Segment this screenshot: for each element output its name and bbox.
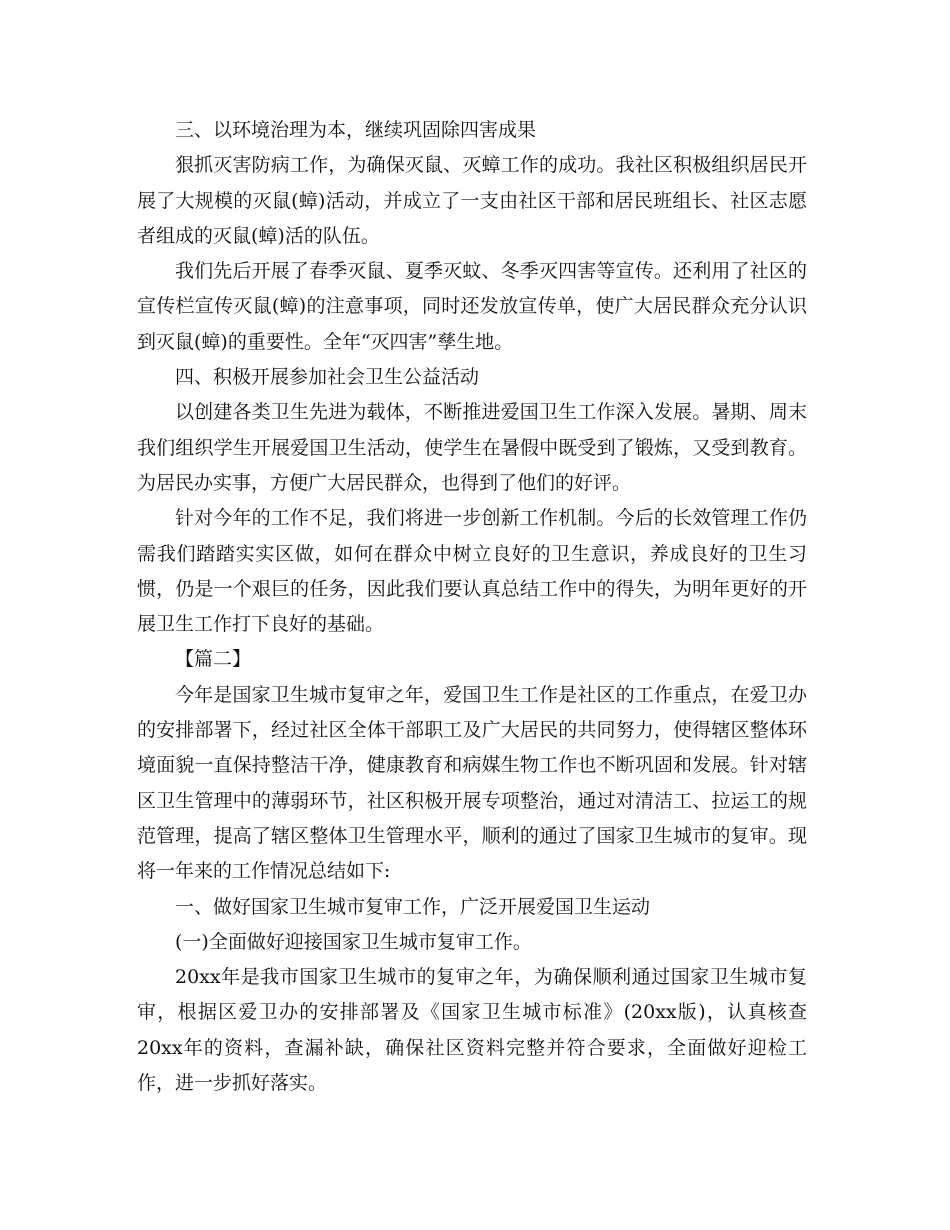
paragraph-review-prep: 20xx年是我市国家卫生城市的复审之年，为确保顺利通过国家卫生城市复审，根据区爱卫办的安排部署及《国家卫生城市标准》(20xx版)，认真核查20xx年的资料，查漏补缺，确保社区资料完整并符合要求，全面做好迎检工作，进一步抓好落实。 (137, 966, 807, 1095)
section-heading-three: 三、以环境治理为本，继续巩固除四害成果 (175, 119, 537, 141)
document-body (137, 113, 807, 1101)
paragraph-activities: 以创建各类卫生先进为载体，不断推进爱国卫生工作深入发展。暑期、周末我们组织学生开展爱国卫生活动，使学生在暑假中既受到了锻炼，又受到教育。为居民办实事，方便广大居民群众，也得到了他们的好评。 (137, 401, 807, 494)
section-heading-one: 一、做好国家卫生城市复审工作，广泛开展爱国卫生运动 (175, 895, 651, 918)
part-two-heading: 【篇二】 (175, 648, 252, 671)
paragraph-shortcomings: 针对今年的工作不足，我们将进一步创新工作机制。今后的长效管理工作仍需我们踏踏实实区做，如何在群众中树立良好的卫生意识，养成良好的卫生习惯，仍是一个艰巨的任务，因此我们要认真总结工作中的得失，为明年更好的开展卫生工作打下良好的基础。 (137, 507, 807, 636)
paragraph-publicity: 我们先后开展了春季灭鼠、夏季灭蚊、冬季灭四害等宣传。还利用了社区的宣传栏宣传灭鼠(蟑)的注意事项，同时还发放宣传单，使广大居民群众充分认识到灭鼠(蟑)的重要性。全年“灭四害”孳生地。 (137, 260, 807, 353)
section-heading-four: 四、积极开展参加社会卫生公益活动 (175, 366, 480, 389)
paragraph-intro-review: 今年是国家卫生城市复审之年，爱国卫生工作是社区的工作重点，在爱卫办的安排部署下，经过社区全体干部职工及广大居民的共同努力，使得辖区整体环境面貌一直保持整洁干净，健康教育和病媒生物工作也不断巩固和发展。针对辖区卫生管理中的薄弱环节，社区积极开展专项整治，通过对清洁工、拉运工的规范管理，提高了辖区整体卫生管理水平，顺利的通过了国家卫生城市的复审。现将一年来的工作情况总结如下: (137, 683, 807, 883)
paragraph-pest-control: 狠抓灭害防病工作，为确保灭鼠、灭蟑工作的成功。我社区积极组织居民开展了大规模的灭鼠(蟑)活动，并成立了一支由社区干部和居民班组长、社区志愿者组成的灭鼠(蟑)活的队伍。 (137, 154, 807, 247)
subsection-heading-one: (一)全面做好迎接国家卫生城市复审工作。 (175, 930, 532, 953)
